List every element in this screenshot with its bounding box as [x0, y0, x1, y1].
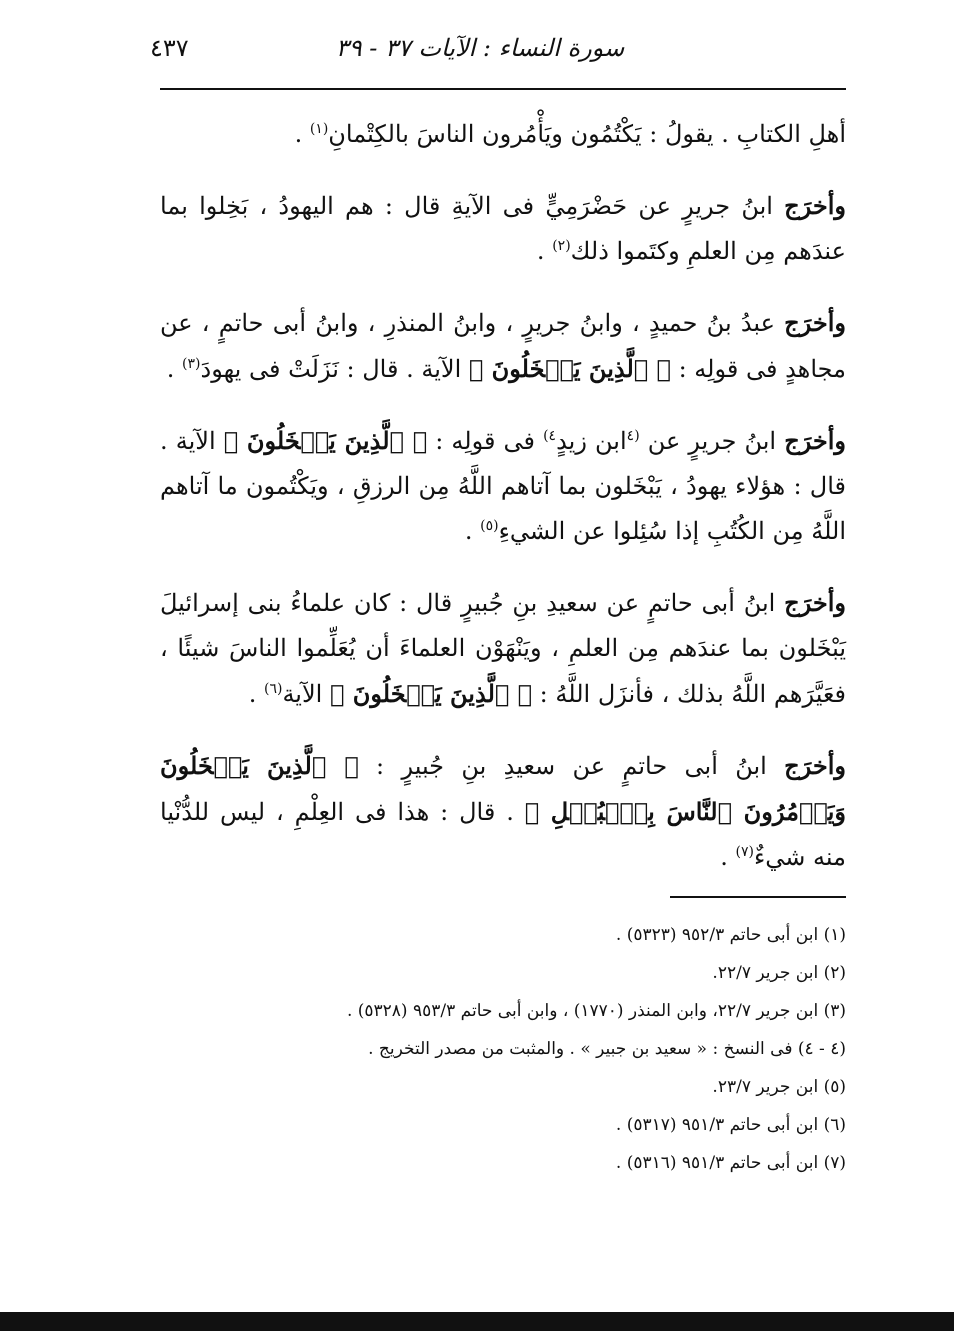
footnote-marker: ٤) — [543, 428, 557, 444]
footnote-marker: (٥) — [480, 518, 499, 534]
narration-opener: وأخرَج — [784, 751, 846, 780]
quran-quote: ﴿ ٱلَّذِينَ يَبۡخَلُونَ ﴾ — [223, 426, 428, 455]
body-paragraph — [160, 418, 846, 554]
running-title: سورة النساء : الآيات ٣٧ - ٣٩ — [335, 34, 625, 62]
text-run: الآية — [282, 680, 330, 708]
text-run: . — [248, 680, 264, 708]
narration-opener: وأخرَج — [784, 191, 846, 220]
body-text — [160, 112, 846, 906]
narration-opener: وأخرَج — [784, 308, 846, 337]
text-run: ابنُ أبى حاتمٍ عن سعيدِ بنِ جُبيرٍ : — [358, 752, 785, 780]
footnote-item: (٢) ابن جرير ٧/‏٢٢. — [712, 963, 846, 983]
scan-bottom-edge — [0, 1312, 954, 1331]
footnote-marker: (٣) — [182, 356, 201, 372]
text-run: . — [536, 237, 553, 265]
text-run: . — [294, 120, 310, 148]
footnote-item: (٧) ابن أبى حاتم ٣/‏٩٥١ (٥٣١٦) . — [615, 1153, 846, 1173]
text-run: . — [166, 355, 183, 383]
header-rule — [160, 88, 846, 90]
body-paragraph — [160, 112, 846, 157]
narration-opener: وأخرَج — [784, 588, 846, 617]
body-paragraph — [160, 300, 846, 392]
quran-quote: ﴿ ٱلَّذِينَ يَبۡخَلُونَ وَيَأۡمُرُونَ ٱلنَّاسَ بِٱلۡبُخۡلِ ﴾ — [160, 751, 846, 826]
body-paragraph — [160, 743, 846, 880]
footnote-item: (٦) ابن أبى حاتم ٣/‏٩٥١ (٥٣١٧) . — [615, 1115, 846, 1135]
text-run: عبدُ بنُ حميدٍ ، وابنُ جريرٍ ، وابنُ المنذرِ ، وابنُ أبى حاتمٍ ، عن مجاهدٍ فى قولِه : — [160, 309, 846, 383]
footnote-marker: (٦) — [263, 681, 283, 697]
footnote-marker: (٢) — [552, 238, 571, 254]
text-run: . — [464, 517, 481, 545]
text-run: ابنُ أبى حاتمٍ عن سعيدِ بنِ جُبيرٍ قال : كان علماءُ بنى إسرائيلَ يَبْخَلون بما عندَهم مِن العلمِ ، ويَنْهَوْن العلماءَ أن يُعَلِّموا الناسَ شيئًا ، فعَيَّرَهم اللَّهُ بذلك ، فأنزَل اللَّهُ : — [160, 589, 846, 708]
text-run: ابنُ جريرٍ عن — [639, 427, 785, 455]
footnote-marker: (١) — [309, 121, 329, 137]
footnote-rule — [670, 896, 846, 898]
footnote-marker: (٤ — [626, 428, 640, 444]
text-run: . قال : هذا فى العِلْمِ ، ليس للدُّنْيا منه شيءٌ — [160, 798, 846, 871]
footnote-item: (٣) ابن جرير ٧/‏٢٢، وابن المنذر (١٧٧٠) ، وابن أبى حاتم ٣/‏٩٥٣ (٥٣٢٨) . — [346, 1001, 846, 1021]
footnote-marker: (٧) — [735, 844, 754, 860]
narration-opener: وأخرَج — [784, 426, 847, 455]
text-run: الآية . قال : نَزَلَتْ فى يهودَ — [200, 355, 469, 383]
text-run: ابنُ جريرٍ عن حَضْرَمِيٍّ فى الآيةِ قال : هم اليهودُ ، بَخِلوا بما عندَهم مِن العلمِ وكتَموا ذلك — [160, 192, 846, 265]
text-run: أهلِ الكتابِ . يقولُ : يَكْتُمُون ويَأْمُرون الناسَ بالكِتْمانِ — [328, 120, 846, 148]
text-run: فى قولِه : — [427, 427, 544, 455]
text-run: . — [720, 843, 736, 871]
body-paragraph — [160, 183, 846, 274]
quran-quote: ﴿ ٱلَّذِينَ يَبۡخَلُونَ ﴾ — [329, 679, 533, 708]
footnote-item: (١) ابن أبى حاتم ٣/‏٩٥٢ (٥٣٢٣) . — [615, 925, 846, 945]
footnote-item: (٥) ابن جرير ٧/‏٢٣. — [712, 1077, 846, 1097]
text-run: ابن زيدٍ — [556, 427, 627, 455]
body-paragraph — [160, 580, 846, 717]
footnote-item: (٤ - ٤) فى النسخ : « سعيد بن جبير » . والمثبت من مصدر التخريج . — [368, 1039, 846, 1059]
quran-quote: ﴿ ٱلَّذِينَ يَبۡخَلُونَ ﴾ — [468, 354, 671, 383]
page-number: ٤٣٧ — [150, 34, 189, 62]
text-run: الآية . قال : هؤلاء يهودُ ، يَبْخَلون بما آتاهم اللَّهُ مِن الرزقِ ، ويَكْتُمون ما آتاهم اللَّهُ مِن الكُتُبِ إذا سُئِلوا عن الشيءِ — [160, 427, 846, 545]
footnotes-list — [160, 916, 846, 1182]
